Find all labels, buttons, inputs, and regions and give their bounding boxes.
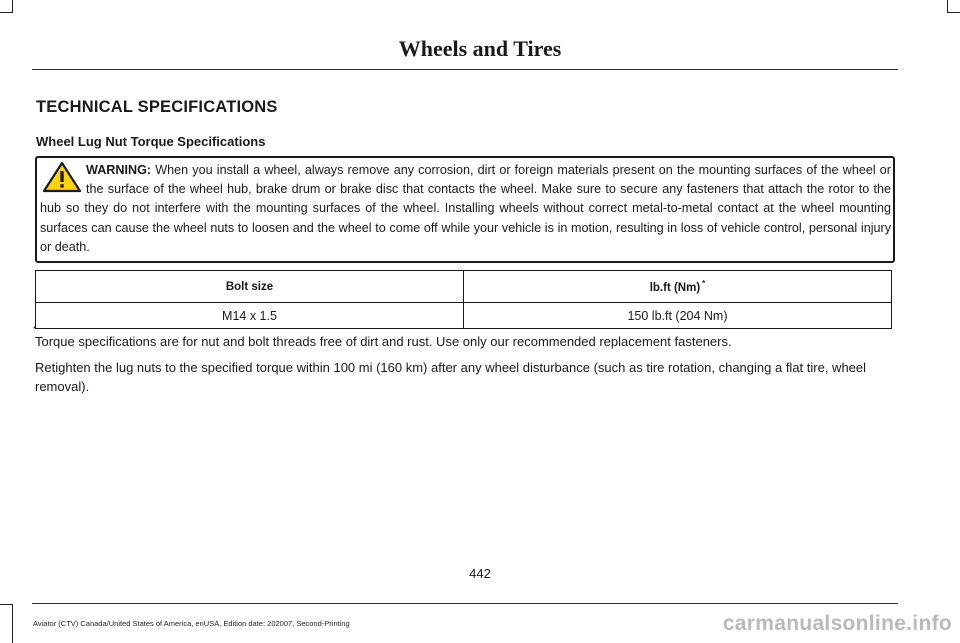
cell-bolt-size: M14 x 1.5 bbox=[36, 303, 464, 329]
crop-mark-top-right-horizontal bbox=[947, 12, 960, 13]
header-rule bbox=[32, 69, 898, 70]
footnote-marker: * bbox=[33, 325, 37, 334]
footer-edition-text: Aviator (CTV) Canada/United States of America, enUSA, Edition date: 202007, Second-Printing bbox=[33, 619, 350, 628]
warning-text: When you install a wheel, always remove any corrosion, dirt or foreign materials present on the mounting surfaces of the wheel or the surface of the wheel hub, brake drum or brake disc that contacts the wheel. Make sure to secure any fasteners that attach the rotor to the hub so they do not interfere with the mounting surfaces of the wheel. Installing wheels without correct metal-to-metal contact at the wheel mounting surfaces can cause the wheel nuts to loosen and the wheel to come off while your vehicle is in motion, resulting in loss of vehicle control, personal injury or death. bbox=[40, 163, 891, 254]
crop-mark-bottom-left-horizontal bbox=[0, 604, 13, 605]
page-number: 442 bbox=[469, 566, 491, 581]
cell-torque: 150 lb.ft (204 Nm) bbox=[464, 303, 892, 329]
page-title: Wheels and Tires bbox=[398, 36, 562, 61]
footnote bbox=[33, 325, 732, 349]
retighten-paragraph: Retighten the lug nuts to the specified torque within 100 mi (160 km) after any wheel disturbance (such as tire rotation, changing a flat tire, wheel removal). bbox=[35, 360, 867, 394]
section-heading: TECHNICAL SPECIFICATIONS bbox=[36, 98, 278, 116]
watermark: carmanualsonline.info bbox=[722, 612, 952, 635]
table-header-row bbox=[36, 271, 892, 303]
table-row bbox=[36, 303, 892, 329]
crop-mark-top-left-horizontal bbox=[0, 12, 13, 13]
header-footnote-marker: * bbox=[702, 279, 706, 289]
crop-mark-bottom-left-vertical bbox=[12, 604, 13, 643]
warning-label: WARNING: bbox=[86, 163, 152, 177]
header-bolt-size: Bolt size bbox=[36, 271, 464, 303]
footnote-text: Torque specifications are for nut and bolt threads free of dirt and rust. Use only our recommended replacement fasteners. bbox=[35, 334, 732, 349]
footer-rule bbox=[32, 603, 898, 604]
subheading: Wheel Lug Nut Torque Specifications bbox=[36, 134, 266, 149]
torque-spec-table bbox=[35, 270, 892, 329]
warning-box bbox=[35, 156, 895, 263]
warning-triangle-icon bbox=[42, 161, 82, 193]
header-torque: lb.ft (Nm) * bbox=[464, 271, 892, 303]
